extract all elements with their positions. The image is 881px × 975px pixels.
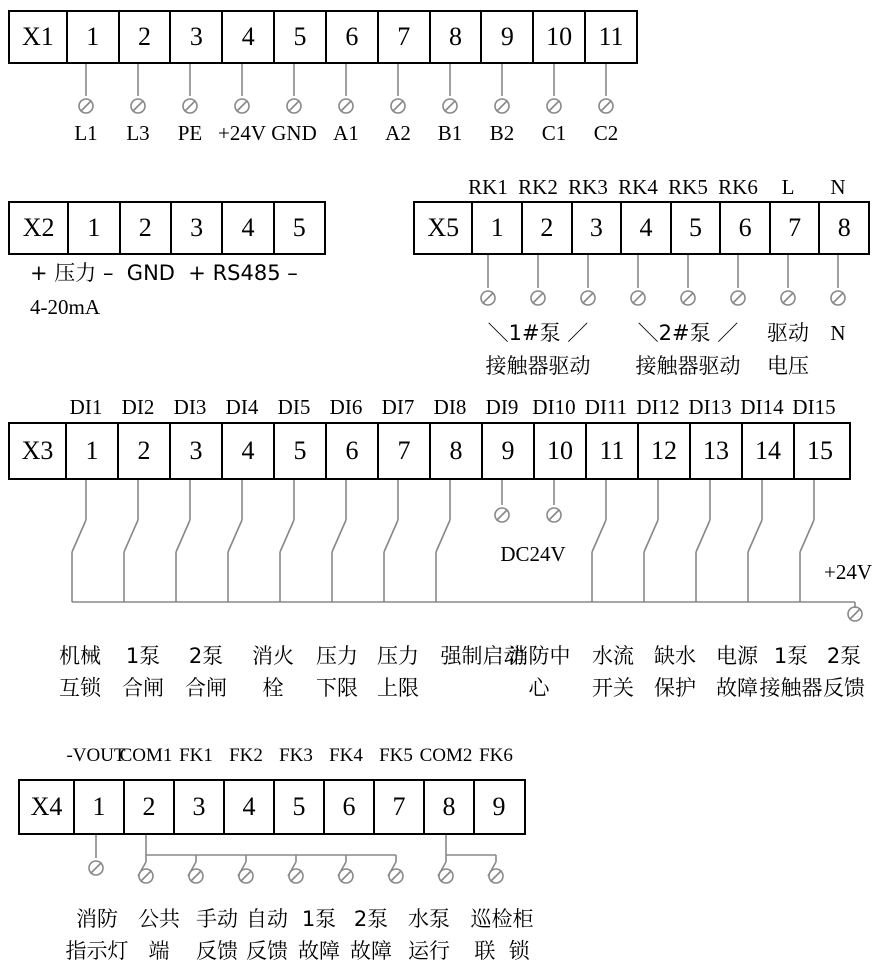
- label-X1-11: C2: [593, 121, 619, 145]
- block-name-X3: X3: [21, 436, 54, 465]
- label-X3-fn-5-line2: 下限: [316, 676, 358, 700]
- label-X3-top-9: DI9: [485, 395, 519, 419]
- terminal-X1-7[interactable]: 7: [377, 12, 429, 62]
- block-name-X1: X1: [22, 22, 54, 51]
- label-X3-fn-9-line2: 开关: [592, 676, 634, 700]
- label-X1-5: GND: [271, 121, 317, 145]
- label-X5-top-3: RK3: [568, 175, 608, 199]
- terminal-X3-3[interactable]: 3: [169, 424, 221, 478]
- label-X1-8: B1: [437, 121, 463, 145]
- label-X3-fn-3-line2: 合闸: [185, 676, 227, 700]
- label-X5-top-5: RK5: [668, 175, 708, 199]
- label-X3-fn-2-line2: 合闸: [122, 676, 164, 700]
- terminal-X1-10[interactable]: 10: [532, 12, 584, 62]
- terminal-X1-3[interactable]: 3: [169, 12, 221, 62]
- terminal-X5-4[interactable]: 4: [620, 203, 670, 253]
- terminal-X3-11[interactable]: 11: [585, 424, 637, 478]
- terminal-X3-8[interactable]: 8: [429, 424, 481, 478]
- terminal-X5-7[interactable]: 7: [769, 203, 819, 253]
- terminal-X1-2[interactable]: 2: [118, 12, 170, 62]
- terminal-X4-7[interactable]: 7: [373, 781, 423, 833]
- label-X4-top-1: -VOUT: [66, 745, 126, 766]
- label-X4-top-3: FK1: [179, 745, 213, 766]
- terminal-X3-7[interactable]: 7: [377, 424, 429, 478]
- terminal-X1-1[interactable]: 1: [66, 12, 118, 62]
- terminal-X3-5[interactable]: 5: [273, 424, 325, 478]
- label-X4-fn-2-line1: 公共: [138, 907, 180, 931]
- label-X4-fn-1-line1: 消防: [76, 907, 118, 931]
- block-name-X4: X4: [30, 792, 63, 821]
- label-X3-top-7: DI7: [381, 395, 415, 419]
- terminal-X5-8[interactable]: 8: [818, 203, 868, 253]
- terminal-X4-8[interactable]: 8: [423, 781, 473, 833]
- terminal-X3-2[interactable]: 2: [117, 424, 169, 478]
- label-X3-top-5: DI5: [277, 395, 311, 419]
- terminal-X3-13[interactable]: 13: [689, 424, 741, 478]
- label-X3-fn-9-line1: 水流: [592, 644, 634, 668]
- label-X4-fn-4-line1: 自动: [246, 907, 288, 931]
- label-X4-fn-5-line1: 1泵: [301, 907, 337, 931]
- terminal-block-X4: [18, 779, 526, 835]
- label-X3-plus24v: +24V: [823, 560, 872, 584]
- label-X1-10: C1: [541, 121, 567, 145]
- terminal-X4-1[interactable]: 1: [73, 781, 123, 833]
- label-X3-fn-8-line2: 心: [528, 676, 550, 700]
- label-X3-fn-10-line1: 缺水: [654, 644, 696, 668]
- label-X3-fn-3-line1: 2泵: [188, 644, 224, 668]
- label-X3-fn-2-line1: 1泵: [125, 644, 161, 668]
- terminal-X3-4[interactable]: 4: [221, 424, 273, 478]
- terminal-X5-5[interactable]: 5: [670, 203, 720, 253]
- terminal-X3-6[interactable]: 6: [325, 424, 377, 478]
- terminal-X5-6[interactable]: 6: [719, 203, 769, 253]
- label-X3-top-1: DI1: [69, 395, 103, 419]
- label-X4-fn-8-line1: 巡检柜: [470, 907, 534, 931]
- label-X1-9: B2: [489, 121, 515, 145]
- terminal-X3-9[interactable]: 9: [481, 424, 533, 478]
- label-X1-4: +24V: [217, 121, 266, 145]
- label-X3-fn-4-line2: 栓: [262, 676, 284, 700]
- terminal-X3-1[interactable]: 1: [65, 424, 117, 478]
- label-X5-pump2-drive: 接触器驱动: [635, 354, 741, 378]
- terminal-X4-5[interactable]: 5: [273, 781, 323, 833]
- label-X4-top-7: FK5: [379, 745, 413, 766]
- label-X5-pump2-arrows: ＼2#泵 ／: [637, 321, 739, 345]
- terminal-X5-3[interactable]: 3: [571, 203, 621, 253]
- label-X3-fn-10-line2: 保护: [654, 676, 696, 700]
- terminal-X5-1[interactable]: 1: [471, 203, 521, 253]
- terminal-block-X5: [413, 201, 870, 255]
- label-X5-top-1: RK1: [468, 175, 508, 199]
- terminal-block-X2: [8, 201, 326, 255]
- label-X4-fn-6-line2: 故障: [350, 939, 392, 963]
- terminal-X2-4[interactable]: 4: [221, 203, 272, 253]
- label-X3-fn-1-line1: 机械: [59, 644, 101, 668]
- label-X1-1: L1: [74, 121, 98, 145]
- label-X4-fn-2-line2: 端: [148, 939, 170, 963]
- label-X4-fn-3-line1: 手动: [196, 907, 238, 931]
- label-X3-top-14: DI14: [740, 395, 784, 419]
- label-X3-top-6: DI6: [329, 395, 363, 419]
- terminal-X1-11[interactable]: 11: [584, 12, 636, 62]
- terminal-X3-14[interactable]: 14: [741, 424, 793, 478]
- label-X3-top-15: DI15: [792, 395, 836, 419]
- label-X4-fn-5-line2: 故障: [298, 939, 340, 963]
- label-X4-fn-6-line1: 2泵: [353, 907, 389, 931]
- label-X3-top-2: DI2: [121, 395, 155, 419]
- label-X4-fn-8-line2: 联 锁: [474, 939, 530, 963]
- terminal-X2-2[interactable]: 2: [119, 203, 170, 253]
- label-X5-pump1-drive: 接触器驱动: [485, 354, 591, 378]
- label-X3-fn-6-line1: 压力: [377, 644, 419, 668]
- label-X3-dc24v: DC24V: [500, 542, 566, 566]
- terminal-X4-4[interactable]: 4: [223, 781, 273, 833]
- label-X3-top-11: DI11: [584, 395, 628, 419]
- block-name-X2: X2: [22, 213, 55, 242]
- label-X5-drive-voltage-line2: 电压: [767, 354, 809, 378]
- label-X5-top-7: L: [781, 175, 795, 199]
- label-X3-top-8: DI8: [433, 395, 467, 419]
- terminal-X4-9[interactable]: 9: [473, 781, 523, 833]
- block-name-X5: X5: [427, 213, 460, 242]
- label-X3-top-10: DI10: [532, 395, 576, 419]
- label-X1-7: A2: [385, 121, 411, 145]
- label-X3-fn-1-line2: 互锁: [59, 676, 101, 700]
- label-X4-fn-7-line1: 水泵: [408, 907, 450, 931]
- label-X3-fn-7-line1: 强制启动: [440, 644, 525, 668]
- terminal-X2-5[interactable]: 5: [273, 203, 324, 253]
- label-X4-fn-7-line2: 运行: [408, 939, 450, 963]
- terminal-X4-3[interactable]: 3: [173, 781, 223, 833]
- terminal-X3-10[interactable]: 10: [533, 424, 585, 478]
- label-X4-fn-3-line2: 反馈: [196, 939, 238, 963]
- label-X3-fn-12-line2: 接触器: [759, 676, 823, 700]
- label-X3-fn-5-line1: 压力: [316, 644, 358, 668]
- label-X3-fn-6-line2: 上限: [377, 676, 419, 700]
- terminal-X3-15[interactable]: 15: [793, 424, 845, 478]
- label-X3-top-3: DI3: [173, 395, 207, 419]
- terminal-X2-3[interactable]: 3: [170, 203, 221, 253]
- label-X2-signal-line1: + 压力 – GND + RS485 –: [30, 261, 298, 285]
- terminal-X1-4[interactable]: 4: [221, 12, 273, 62]
- label-X3-fn-11-line2: 故障: [716, 676, 758, 700]
- label-X4-top-5: FK3: [279, 745, 313, 766]
- label-X4-top-4: FK2: [229, 745, 263, 766]
- label-X3-fn-13-line1: 2泵: [826, 644, 862, 668]
- label-X4-top-8: COM2: [419, 745, 473, 766]
- label-X5-pump1-arrows: ＼1#泵 ／: [487, 321, 589, 345]
- label-X2-signal-line2: 4-20mA: [30, 295, 100, 319]
- label-X1-2: L3: [126, 121, 150, 145]
- terminal-X1-6[interactable]: 6: [325, 12, 377, 62]
- label-X4-top-6: FK4: [329, 745, 363, 766]
- label-X4-fn-1-line2: 指示灯: [65, 939, 129, 963]
- terminal-block-X3: [8, 422, 851, 480]
- terminal-X3-12[interactable]: 12: [637, 424, 689, 478]
- terminal-X4-6[interactable]: 6: [323, 781, 373, 833]
- terminal-X1-5[interactable]: 5: [273, 12, 325, 62]
- terminal-block-X1: [8, 10, 638, 64]
- terminal-X4-2[interactable]: 2: [123, 781, 173, 833]
- label-X3-top-4: DI4: [225, 395, 259, 419]
- label-X1-3: PE: [177, 121, 203, 145]
- label-X3-fn-8-line1: 消防中: [507, 644, 571, 668]
- label-X4-top-2: COM1: [119, 745, 173, 766]
- terminal-X2-1[interactable]: 1: [67, 203, 118, 253]
- label-X4-top-9: FK6: [479, 745, 513, 766]
- label-X4-fn-4-line2: 反馈: [246, 939, 288, 963]
- label-X5-neutral: N: [830, 321, 846, 345]
- label-X3-top-13: DI13: [688, 395, 732, 419]
- label-X3-fn-11-line1: 电源: [716, 644, 758, 668]
- label-X1-6: A1: [333, 121, 359, 145]
- label-X3-top-12: DI12: [636, 395, 680, 419]
- label-X5-top-4: RK4: [618, 175, 658, 199]
- terminal-X1-8[interactable]: 8: [429, 12, 481, 62]
- label-X5-drive-voltage-line1: 驱动: [767, 321, 809, 345]
- terminal-X1-9[interactable]: 9: [480, 12, 532, 62]
- label-X3-fn-4-line1: 消火: [252, 644, 294, 668]
- terminal-X5-2[interactable]: 2: [521, 203, 571, 253]
- label-X3-fn-13-line2: 反馈: [823, 676, 865, 700]
- label-X5-top-8: N: [830, 175, 846, 199]
- label-X3-fn-12-line1: 1泵: [773, 644, 809, 668]
- label-X5-top-6: RK6: [718, 175, 758, 199]
- label-X5-top-2: RK2: [518, 175, 558, 199]
